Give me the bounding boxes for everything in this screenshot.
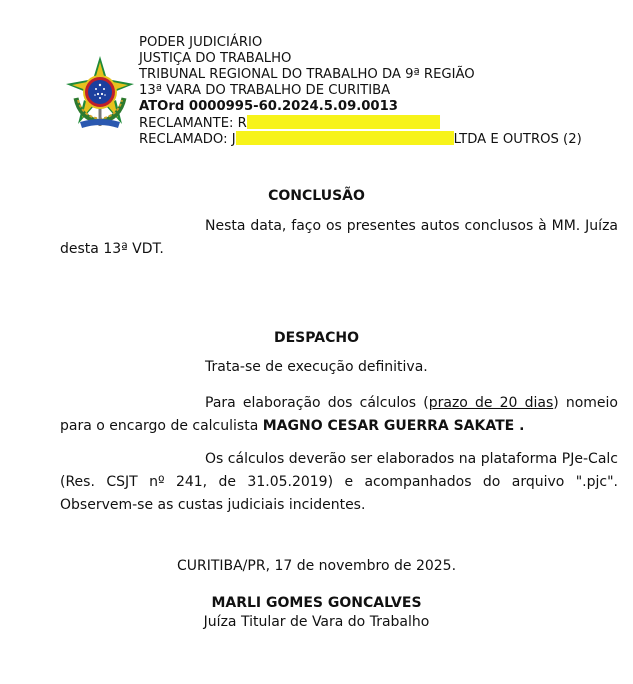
process-number: ATOrd 0000995-60.2024.5.09.0013 xyxy=(139,99,398,114)
despacho-paragraph-1: Trata-se de execução definitiva. xyxy=(205,359,428,375)
header-labor-court: 13ª VARA DO TRABALHO DE CURITIBA xyxy=(139,83,391,98)
p2-after: ) nomeio para o encargo de calculista xyxy=(60,395,618,434)
respondent-suffix: LTDA E OUTROS (2) xyxy=(453,132,582,147)
header-judiciary: PODER JUDICIÁRIO xyxy=(139,35,263,50)
claimant-label: RECLAMANTE: R xyxy=(139,116,247,131)
conclusao-text: Nesta data, faço os presentes autos conclusos à MM. Juíza desta 13ª VDT. xyxy=(60,218,618,257)
calculist-name: MAGNO CESAR GUERRA SAKATE . xyxy=(262,418,525,434)
header-labor-justice: JUSTIÇA DO TRABALHO xyxy=(139,51,292,66)
despacho-paragraph-3: Os cálculos deverão ser elaborados na plataforma PJe-Calc (Res. CSJT nº 241, de 31.05.2019) e acompanhados do arquivo ".pjc". Observem-se as custas judiciais incidentes. xyxy=(60,451,618,513)
despacho-title: DESPACHO xyxy=(274,330,359,346)
redaction-highlight xyxy=(236,131,454,145)
respondent-label: RECLAMADO: J xyxy=(139,132,236,147)
place-date: CURITIBA/PR, 17 de novembro de 2025. xyxy=(176,558,457,574)
deadline-text: prazo de 20 dias xyxy=(428,395,554,411)
despacho-paragraph-2 xyxy=(60,392,618,438)
brazil-coat-of-arms-icon xyxy=(62,54,138,130)
header-regional-court: TRIBUNAL REGIONAL DO TRABALHO DA 9ª REGIÃO xyxy=(139,67,475,82)
claimant-line xyxy=(139,115,440,132)
redaction-highlight xyxy=(247,115,440,129)
signer-role: Juíza Titular de Vara do Trabalho xyxy=(203,614,430,630)
conclusao-title: CONCLUSÃO xyxy=(268,188,365,204)
respondent-line xyxy=(139,131,582,148)
signer-name: MARLI GOMES GONCALVES xyxy=(211,595,422,611)
p2-before: Para elaboração dos cálculos ( xyxy=(205,395,429,411)
